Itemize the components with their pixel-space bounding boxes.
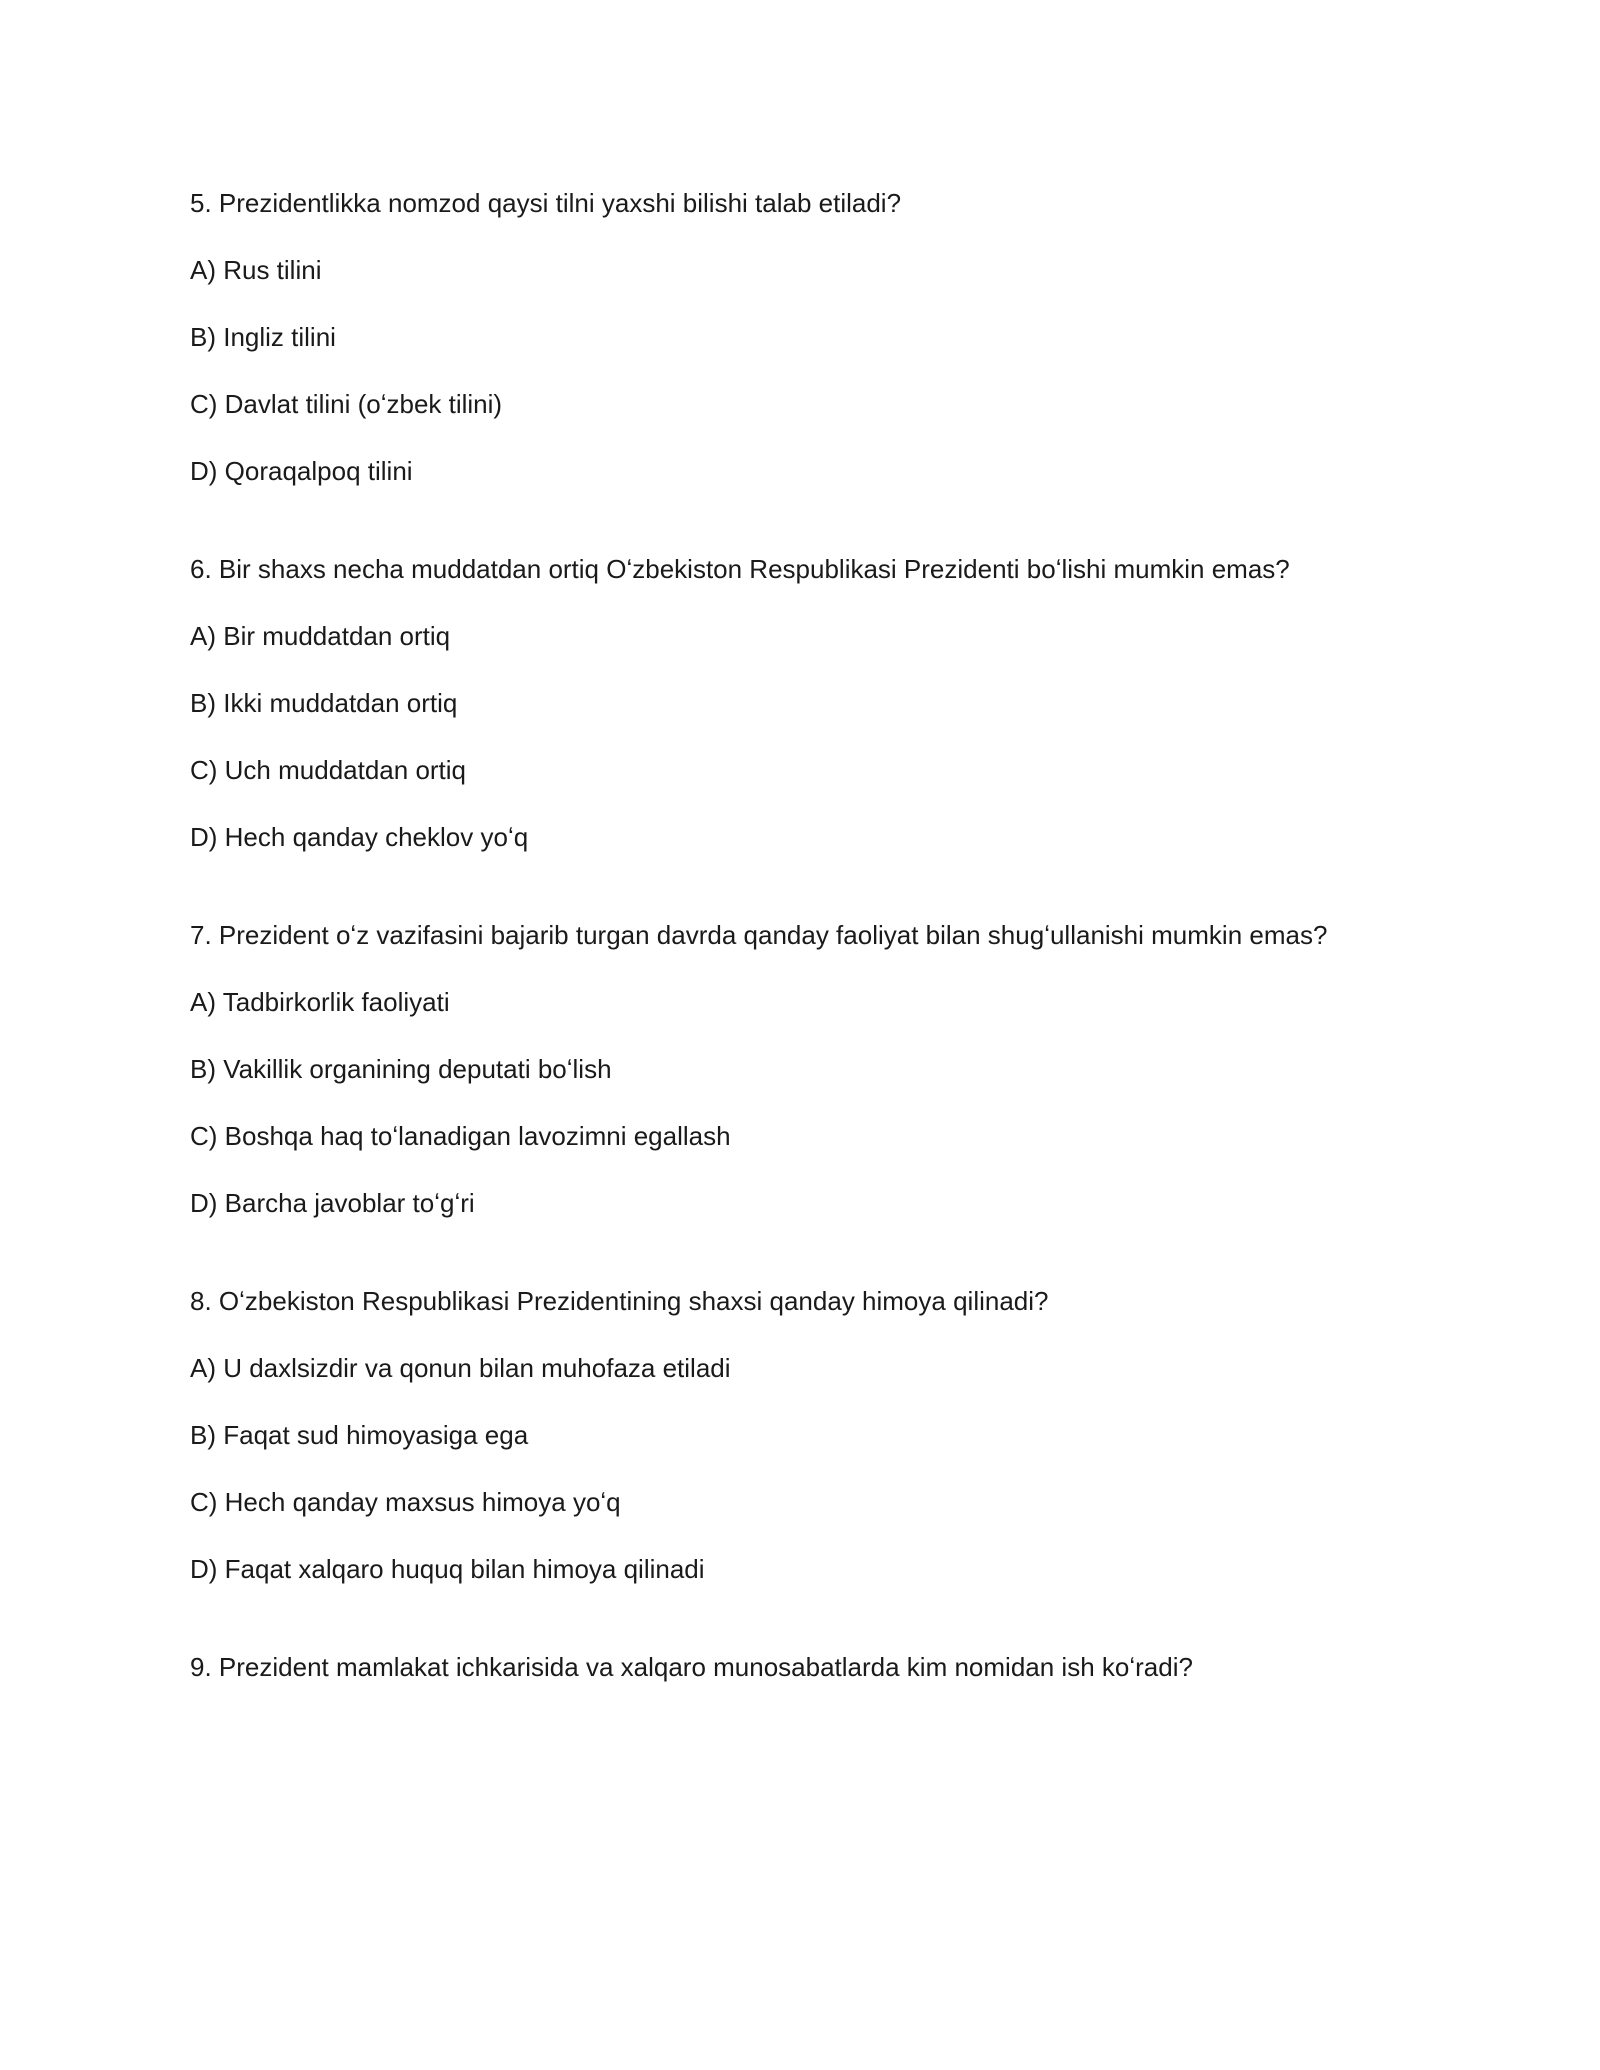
question-text: 6. Bir shaxs necha muddatdan ortiq Oʻzbekiston Respublikasi Prezidenti boʻlishi mumkin emas? bbox=[190, 554, 1290, 584]
question-text: 5. Prezidentlikka nomzod qaysi tilni yaxshi bilishi talab etiladi? bbox=[190, 188, 902, 218]
document-content bbox=[190, 186, 1450, 1748]
answer-option-d: D) Faqat xalqaro huquq bilan himoya qilinadi bbox=[190, 1554, 705, 1584]
question-9 bbox=[190, 1650, 1450, 1684]
answer-option-a: A) Tadbirkorlik faoliyati bbox=[190, 987, 450, 1017]
answer-option-a: A) U daxlsizdir va qonun bilan muhofaza etiladi bbox=[190, 1353, 731, 1383]
question-8 bbox=[190, 1284, 1450, 1586]
answer-option-a: A) Rus tilini bbox=[190, 255, 322, 285]
answer-option-d: D) Hech qanday cheklov yoʻq bbox=[190, 822, 529, 852]
answer-option-c: C) Hech qanday maxsus himoya yoʻq bbox=[190, 1487, 621, 1517]
answer-option-b: B) Vakillik organining deputati boʻlish bbox=[190, 1054, 612, 1084]
question-5 bbox=[190, 186, 1450, 488]
answer-option-a: A) Bir muddatdan ortiq bbox=[190, 621, 451, 651]
answer-option-b: B) Faqat sud himoyasiga ega bbox=[190, 1420, 529, 1450]
question-7 bbox=[190, 918, 1450, 1220]
question-text: 9. Prezident mamlakat ichkarisida va xalqaro munosabatlarda kim nomidan ish koʻradi? bbox=[190, 1652, 1193, 1682]
answer-option-d: D) Barcha javoblar toʻgʻri bbox=[190, 1188, 475, 1218]
answer-option-c: C) Uch muddatdan ortiq bbox=[190, 755, 467, 785]
answer-option-c: C) Davlat tilini (oʻzbek tilini) bbox=[190, 389, 503, 419]
answer-option-b: B) Ingliz tilini bbox=[190, 322, 336, 352]
answer-option-c: C) Boshqa haq toʻlanadigan lavozimni egallash bbox=[190, 1121, 731, 1151]
question-text: 8. Oʻzbekiston Respublikasi Prezidentining shaxsi qanday himoya qilinadi? bbox=[190, 1286, 1049, 1316]
question-6 bbox=[190, 552, 1450, 854]
answer-option-b: B) Ikki muddatdan ortiq bbox=[190, 688, 458, 718]
question-text: 7. Prezident oʻz vazifasini bajarib turgan davrda qanday faoliyat bilan shugʻullanishi mumkin emas? bbox=[190, 920, 1328, 950]
answer-option-d: D) Qoraqalpoq tilini bbox=[190, 456, 413, 486]
